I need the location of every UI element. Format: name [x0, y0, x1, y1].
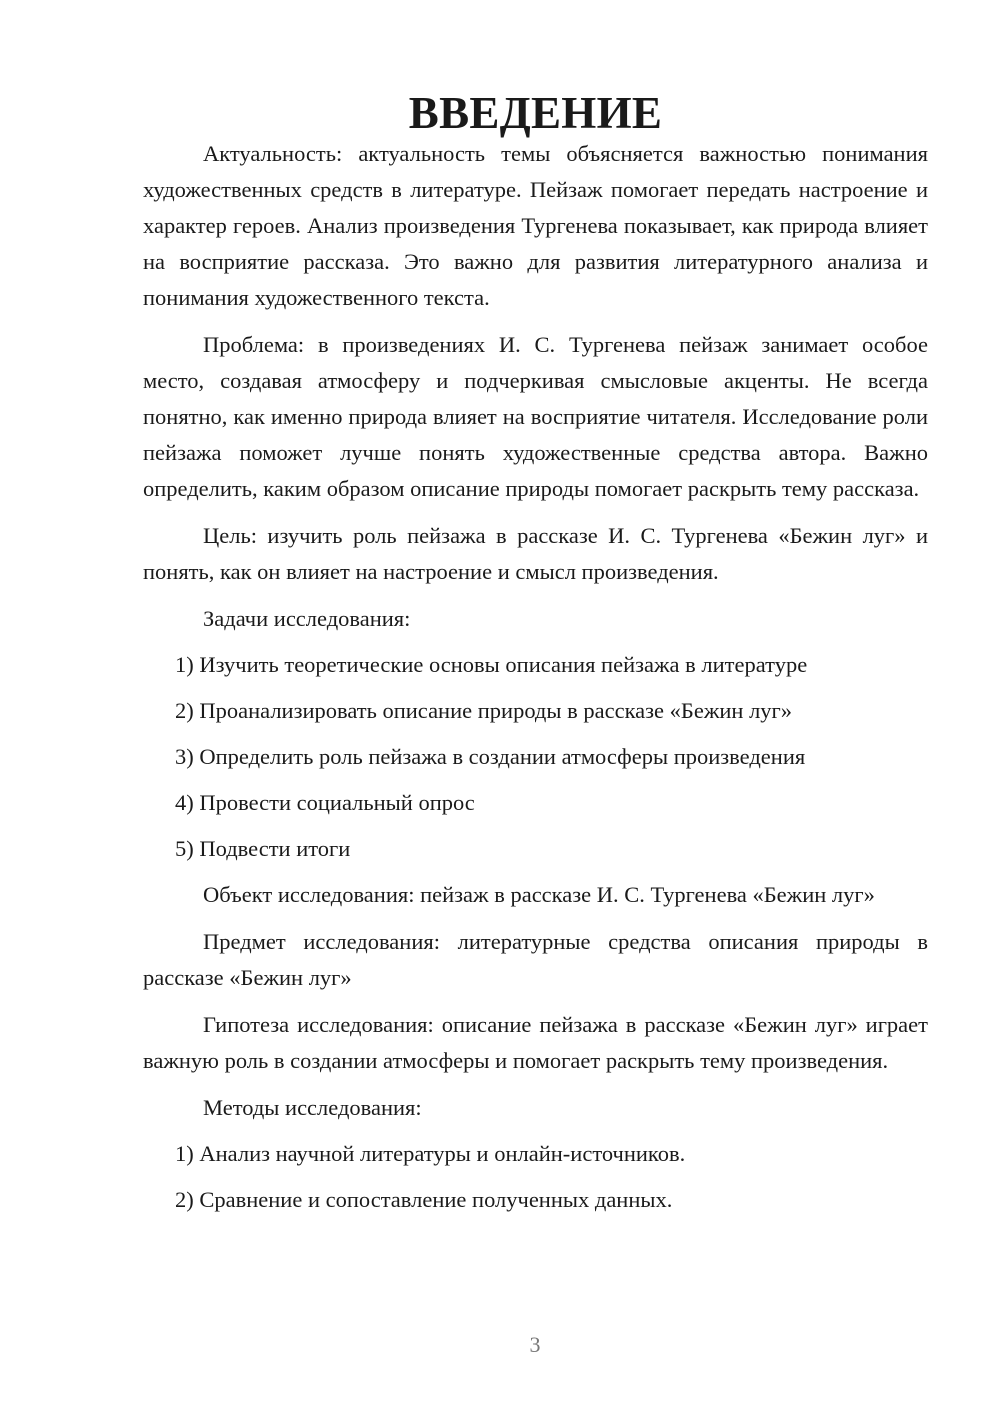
problem-paragraph: Проблема: в произведениях И. С. Тургенева пейзаж занимает особое место, создавая атмосферу и подчеркивая смысловые акценты. Не всегда понятно, как именно природа влияет на восприятие читателя. Исследование роли пейзажа поможет лучше понять художественные средства автора. Важно определить, каким образом описание природы помогает раскрыть тему рассказа. — [143, 332, 928, 501]
relevance-paragraph: Актуальность: актуальность темы объясняется важностью понимания художественных средств в литературе. Пейзаж помогает передать настроение и характер героев. Анализ произведения Тургенева показывает, как природа влияет на восприятие рассказа. Это важно для развития литературного анализа и понимания художественного текста. — [143, 141, 928, 310]
document-page — [143, 88, 928, 1228]
task-item: 1) Изучить теоретические основы описания пейзажа в литературе — [175, 652, 808, 677]
tasks-heading: Задачи исследования: — [203, 606, 411, 631]
subject-paragraph: Предмет исследования: литературные средства описания природы в рассказе «Бежин луг» — [143, 929, 928, 990]
tasks-list — [143, 647, 928, 867]
methods-heading: Методы исследования: — [203, 1095, 422, 1120]
method-item: 2) Сравнение и сопоставление полученных данных. — [175, 1187, 673, 1212]
task-item: 2) Проанализировать описание природы в рассказе «Бежин луг» — [175, 698, 793, 723]
hypothesis-paragraph: Гипотеза исследования: описание пейзажа в рассказе «Бежин луг» играет важную роль в создании атмосферы и помогает раскрыть тему произведения. — [143, 1012, 928, 1073]
task-item: 4) Провести социальный опрос — [175, 790, 475, 815]
section-title: ВВЕДЕНИЕ — [408, 88, 663, 138]
page-number: 3 — [529, 1332, 541, 1357]
object-paragraph: Объект исследования: пейзаж в рассказе И. С. Тургенева «Бежин луг» — [203, 882, 875, 907]
task-item: 3) Определить роль пейзажа в создании атмосферы произведения — [175, 744, 806, 769]
method-item: 1) Анализ научной литературы и онлайн-источников. — [175, 1141, 686, 1166]
task-item: 5) Подвести итоги — [175, 836, 351, 861]
goal-paragraph: Цель: изучить роль пейзажа в рассказе И. С. Тургенева «Бежин луг» и понять, как он влияет на настроение и смысл произведения. — [143, 523, 928, 584]
methods-list — [143, 1136, 928, 1218]
